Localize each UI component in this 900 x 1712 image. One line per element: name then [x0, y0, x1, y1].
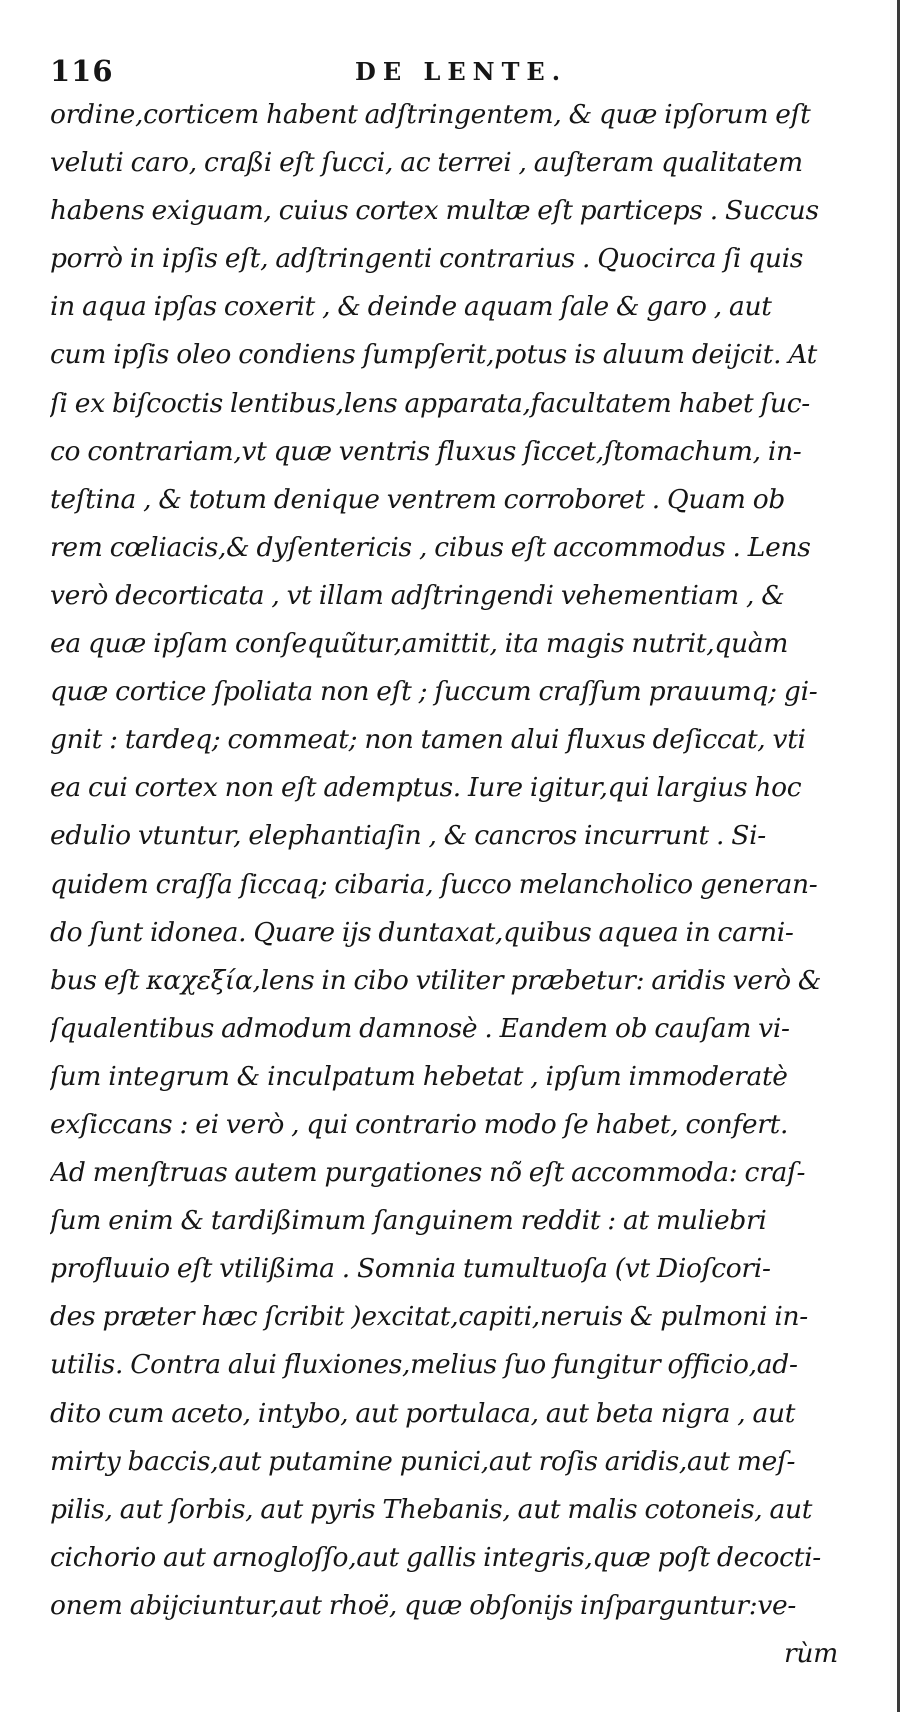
text-line: bus eſt καχεξία,lens in cibo vtiliter præbetur: aridis verò & — [50, 964, 822, 996]
text-line: quidem craſſa ſiccaq; cibaria, ſucco melancholico generan- — [50, 868, 818, 900]
text-line: des præter hæc ſcribit )excitat,capiti,neruis & pulmoni in- — [50, 1301, 808, 1333]
page-number: 116 — [50, 54, 114, 88]
text-line: Ad menſtruas autem purgationes nõ eſt accommoda: craſ- — [50, 1157, 806, 1189]
text-line: ordine,corticem habent adſtringentem, & quæ ipſorum eſt — [50, 99, 811, 130]
page-header — [50, 54, 850, 94]
text-line: ſi ex biſcoctis lentibus,lens apparata,facultatem habet ſuc- — [50, 387, 810, 419]
text-line: porrò in ipſis eſt, adſtringenti contrarius . Quocirca ſi quis — [50, 243, 804, 275]
text-line: gnit : tardeq; commeat; non tamen alui fluxus deſiccat, vti — [50, 724, 806, 756]
running-title: DE LENTE. — [355, 57, 568, 86]
text-line: in aqua ipſas coxerit , & deinde aquam ſale & garo , aut — [50, 291, 772, 323]
text-line: profluuio eſt vtilißima . Somnia tumultuoſa (vt Dioſcori- — [50, 1253, 771, 1285]
text-line: cichorio aut arnogloſſo,aut gallis integris,quæ poſt decocti- — [50, 1541, 821, 1573]
text-line: onem abijciuntur,aut rhoë, quæ obſonijs inſparguntur:ve- — [50, 1589, 797, 1621]
text-line: cum ipſis oleo condiens ſumpſerit,potus is aluum deijcit. At — [50, 339, 818, 371]
text-line: exſiccans : ei verò , qui contrario modo ſe habet, confert. — [50, 1108, 789, 1140]
text-line: ſum enim & tardißimum ſanguinem reddit : at muliebri — [50, 1205, 767, 1237]
text-line: utilis. Contra alui fluxiones,melius ſuo fungitur officio,ad- — [50, 1349, 798, 1381]
text-line: veluti caro, craßi eſt ſucci, ac terrei , auſteram qualitatem — [50, 147, 803, 179]
text-line: quæ cortice ſpoliata non eſt ; ſuccum craſſum prauumq; gi- — [50, 676, 818, 708]
text-line: edulio vtuntur, elephantiaſin , & cancros incurrunt . Si- — [50, 820, 766, 852]
text-line: teſtina , & totum denique ventrem corroboret . Quam ob — [50, 483, 786, 515]
text-line: co contrariam,vt quæ ventris fluxus ſiccet,ſtomachum, in- — [50, 435, 802, 467]
catchword: rùm — [784, 1638, 838, 1669]
body-text — [50, 91, 850, 1678]
text-line: mirty baccis,aut putamine punici,aut roſis aridis,aut meſ- — [50, 1445, 796, 1477]
text-line: do ſunt idonea. Quare ijs duntaxat,quibus aquea in carni- — [50, 916, 794, 948]
text-line: ea cui cortex non eſt ademptus. Iure igitur,qui largius hoc — [50, 772, 802, 804]
text-line: rem cœliacis,& dyſentericis , cibus eſt accommodus . Lens — [50, 531, 811, 563]
text-line: pilis, aut ſorbis, aut pyris Thebanis, aut malis cotoneis, aut — [50, 1493, 813, 1525]
text-line: ſqualentibus admodum damnosè . Eandem ob cauſam vi- — [50, 1012, 790, 1044]
text-line: ea quæ ipſam conſequũtur,amittit, ita magis nutrit,quàm — [50, 628, 789, 660]
text-line: dito cum aceto, intybo, aut portulaca, aut beta nigra , aut — [50, 1397, 796, 1429]
text-line: verò decorticata , vt illam adſtringendi vehementiam , & — [50, 579, 785, 611]
text-line: ſum integrum & inculpatum hebetat , ipſum immoderatè — [50, 1060, 788, 1092]
text-line: habens exiguam, cuius cortex multæ eſt particeps . Succus — [50, 195, 819, 227]
